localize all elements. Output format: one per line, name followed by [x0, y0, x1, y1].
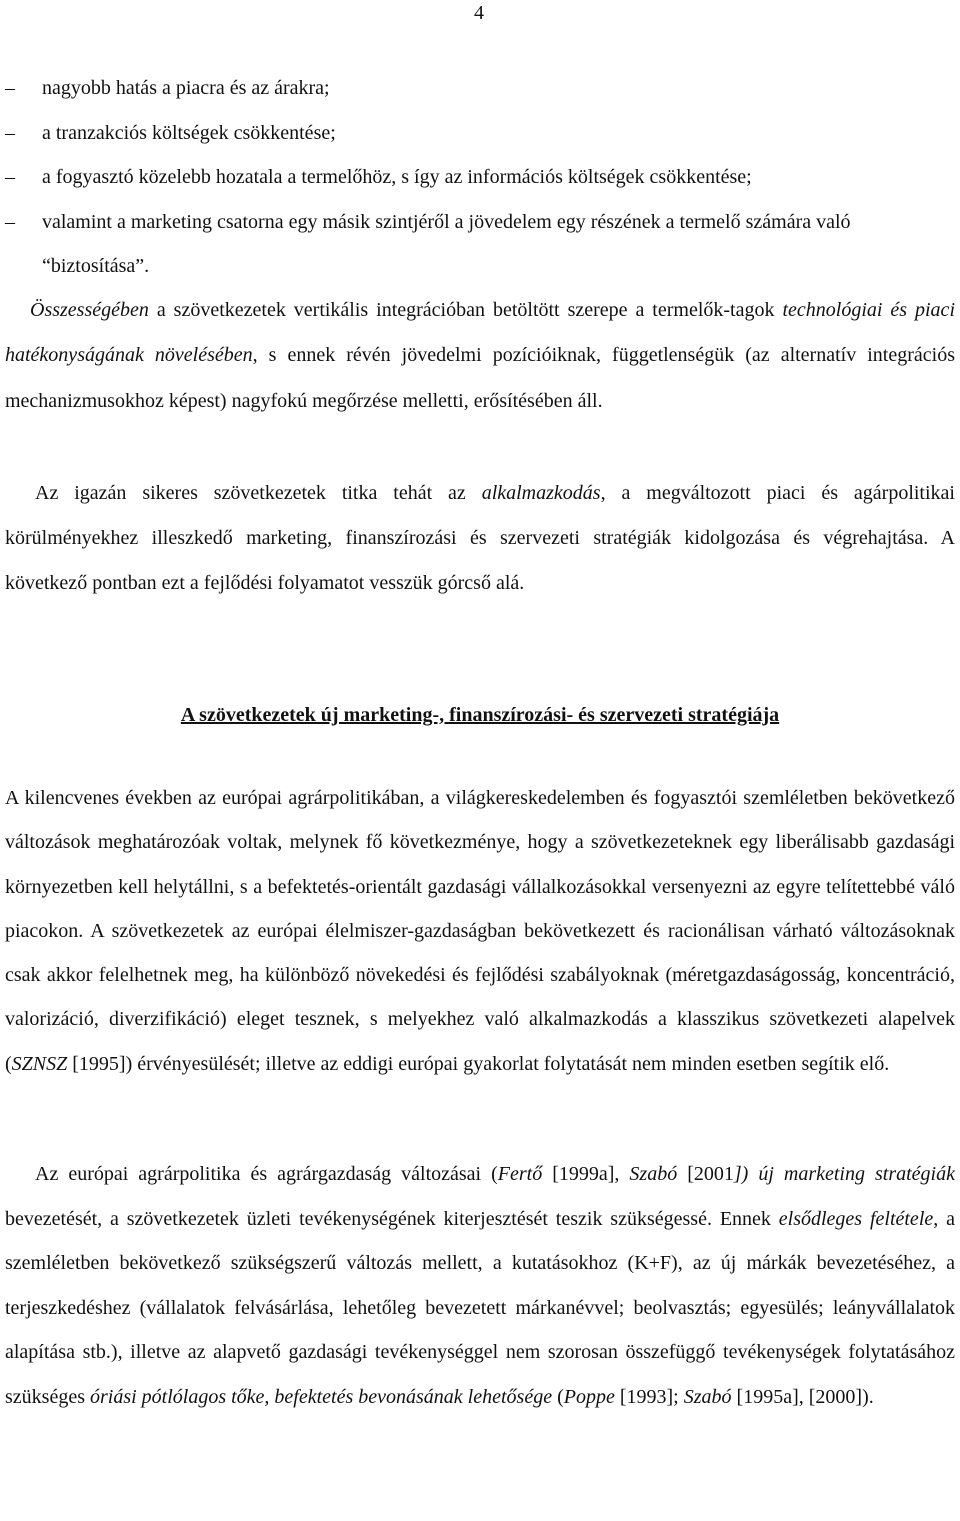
text-run: [2001 [677, 1163, 734, 1185]
text-italic: alkalmazkodás [481, 482, 601, 504]
dash-marker: – [5, 210, 15, 233]
bullet-text: nagyobb hatás a piacra és az árakra; [42, 77, 330, 99]
bullet-item [5, 66, 955, 111]
text-run: A kilencvenes években az európai agrárpolitikában, a világkereskedelemben és fogyasztói szemléletben bekövetkező változások meghatározóak voltak, melynek fő következménye, hogy a szövetkezeteknek egy liberálisabb gazdasági környezetben kell helytállni, s a befektetés-orientált gazdasági vállalkozásokkal versenyezni az egyre telítettebbé váló piacokon. A szövetkezetek az európai élelmiszer-gazdaságban bekövetkezett és racionálisan várható változásoknak csak akkor felelhetnek meg, ha különböző növekedési és fejlődési szabályoknak (méretgazdaságosság, koncentráció, valorizáció, diverzifikáció) eleget tesznek, s melyekhez való alkalmazkodás a klasszikus szövetkezeti alapelvek ( [5, 787, 955, 1075]
text-italic: Fertő [497, 1163, 543, 1185]
dash-marker: – [5, 77, 15, 99]
text-italic: elsődleges feltétele [778, 1207, 934, 1230]
bullet-item [5, 111, 955, 156]
dash-marker: – [5, 166, 15, 188]
bullet-text: a fogyasztó közelebb hozatala a termelőhöz, s így az információs költségek csökkentése; [42, 166, 752, 188]
text-run: [1995a], [2000]). [731, 1385, 874, 1408]
text-italic: Összességében [30, 299, 149, 321]
section-heading: A szövetkezetek új marketing-, finanszírozási- és szervezeti stratégiája [180, 704, 780, 726]
bullet-item [5, 200, 955, 289]
dash-marker: – [5, 121, 15, 144]
text-italic: Szabó [629, 1163, 678, 1185]
text-run: [1995]) érvényesülését; illetve az eddigi európai gyakorlat folytatását nem minden esetben segítik elő. [67, 1052, 890, 1075]
text-run: Az igazán sikeres szövetkezetek titka tehát az [35, 482, 482, 504]
text-run: ( [552, 1385, 564, 1408]
text-run: , s ennek révén jövedelmi pozícióiknak, függetlenségük (az alternatív integrációs mechanizmusokhoz képest) nagyfokú megőrzése melletti, erősítésében áll. [5, 344, 955, 412]
text-italic: Szabó [683, 1385, 732, 1408]
text-italic: SZNSZ [11, 1052, 68, 1075]
text-run: [1993]; [614, 1385, 684, 1408]
text-run: , a megváltozott piaci és agárpolitikai körülményekhez illeszkedő marketing, finanszírozási és szervezeti stratégiák kidolgozása és végrehajtása. A következő pontban ezt a fejlődési folyamatot vesszük górcső alá. [5, 482, 955, 594]
text-italic: óriási pótlólagos tőke, befektetés bevonásának lehetősége [89, 1385, 553, 1408]
bullet-list [5, 66, 955, 289]
paragraph-success [5, 471, 955, 606]
text-run: a szövetkezetek vertikális integrációban betöltött szerepe a termelők-tagok [148, 299, 783, 321]
text-run: Az európai agrárpolitika és agrárgazdaság változásai ( [35, 1163, 498, 1185]
paragraph-summary [5, 288, 955, 424]
bullet-text: a tranzakciós költségek csökkentése; [42, 121, 336, 144]
bullet-item [5, 155, 955, 200]
text-italic: technológiai és piaci hatékonyságának növelésében [5, 299, 955, 367]
page-number: 4 [474, 2, 484, 24]
paragraph-changes [5, 1152, 955, 1420]
text-run: [1999a], [542, 1163, 630, 1185]
text-italic: Poppe [563, 1385, 615, 1408]
text-run: , a szemléletben bekövetkező szükségszerű változás mellett, a kutatásokhoz (K+F), az új márkák bevezetéséhez, a terjeszkedéshez (vállalatok felvásárlása, lehetőleg bevezetett márkanévvel; beolvasztás; egyesülés; leányvállalatok alapítása stb.), illetve az alapvető gazdasági tevékenységgel nem szorosan összefüggő tevékenységek folytatásához szükséges [5, 1207, 955, 1408]
text-italic: ]) új marketing stratégiák [733, 1163, 955, 1185]
text-run: bevezetését, a szövetkezetek üzleti tevékenységének kiterjesztését teszik szükségessé. Ennek [5, 1207, 779, 1230]
bullet-text: valamint a marketing csatorna egy másik szintjéről a jövedelem egy részének a termelő számára való “biztosítása”. [42, 210, 851, 277]
paragraph-nineties [5, 776, 955, 1086]
